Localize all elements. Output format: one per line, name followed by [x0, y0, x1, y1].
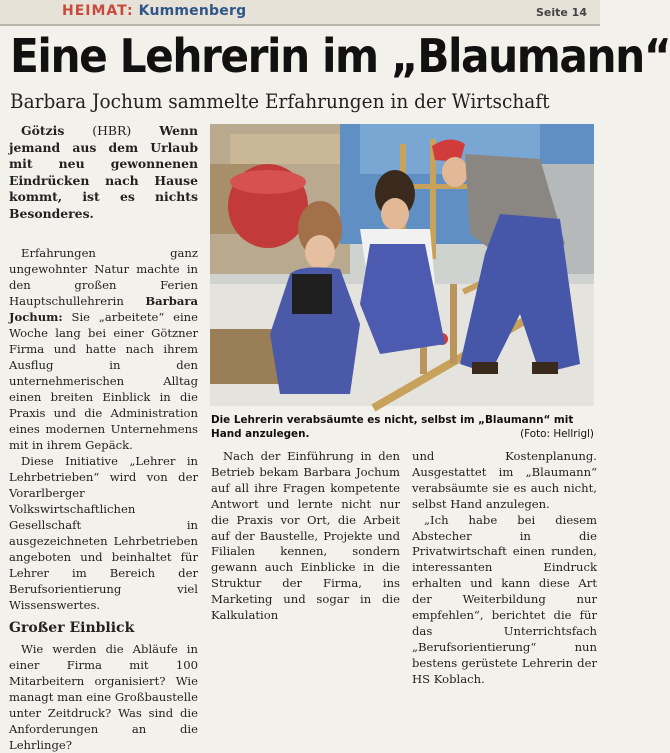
- page-number: Seite 14: [535, 6, 587, 19]
- dateline: Götzis: [21, 123, 65, 138]
- photo-caption: [211, 413, 594, 441]
- header-divider: [0, 24, 600, 26]
- paragraph-1: [9, 245, 198, 453]
- paragraph-4-continued: und Kostenplanung. Ausgestattet im „Blaumann“ verabsäumte sie es auch nicht, selbst Hand anzulegen.: [412, 449, 597, 511]
- paragraph-5: „Ich habe bei diesem Abstecher in die Privatwirtschaft einen runden, interessanten Eindruck erhalten und kann diese Art der Weiterbildung nur empfehlen“, berichtet die für das Unterrichtsfach „Berufsorientierung“ nun bestens gerüstete Lehrerin der HS Koblach.: [412, 512, 597, 686]
- person-name: Barbara Jochum:: [9, 293, 198, 324]
- lead-paragraph: [9, 123, 198, 223]
- text-column-2: [211, 449, 400, 624]
- photo-credit: (Foto: Hellrigl): [520, 428, 594, 440]
- headline: Eine Lehrerin im „Blaumann“: [10, 29, 670, 83]
- agency-tag: (HBR): [92, 123, 132, 138]
- caption-text: Die Lehrerin verabsäumte es nicht, selbst im „Blaumann“ mit Hand anzulegen.: [211, 414, 574, 440]
- section-prefix: HEIMAT:: [62, 3, 134, 19]
- paragraph-4: Nach der Einführung in den Betrieb bekam Barbara Jochum auf all ihre Fragen kompetente Antwort und lernte nicht nur die Praxis vor Ort, die Arbeit auf der Baustelle, Projekte und Filialen kennen, sondern gewann auch Einblicke in die Struktur der Firma, ins Marketing und sogar in die Kalkulation: [211, 449, 400, 623]
- paragraph-2: Diese Initiative „Lehrer in Lehrbetrieben“ wird von der Vorarlberger Volkswirtschaftlichen Gesellschaft in ausgezeichneten Lehrbetrieben angeboten und beinhaltet für Lehrer im Bereich der Berufsorientierung viel Wissenswertes.: [9, 453, 198, 612]
- lead-text: Wenn jemand aus dem Urlaub mit neu gewonnenen Eindrücken nach Hause kommt, ist es nichts Besonderes.: [9, 123, 198, 221]
- paragraph-3: Wie werden die Abläufe in einer Firma mit 100 Mitarbeitern organisiert? Wie managt man eine Großbaustelle unter Zeitdruck? Was sind die Anforderungen an die Lehrlinge?: [9, 641, 198, 752]
- paragraph-1-text-b: Sie „arbeitete“ eine Woche lang bei einer Götzner Firma und hatte nach ihrem Ausflug in den unternehmerischen Alltag einen breiten Einblick in die Praxis und die Administration eines modernen Unternehmens mit in ihrem Gepäck.: [9, 309, 198, 452]
- paragraph-1-text-a: Erfahrungen ganz ungewohnter Natur machte in den großen Ferien Hauptschullehrerin: [9, 245, 198, 308]
- text-column-1: [9, 123, 198, 752]
- section-name: Kummenberg: [138, 3, 247, 19]
- subtitle: Großer Einblick: [9, 619, 135, 636]
- section-label: [62, 3, 246, 19]
- text-column-3: [412, 449, 597, 688]
- article-photo: [210, 124, 594, 406]
- subheadline: Barbara Jochum sammelte Erfahrungen in der Wirtschaft: [10, 89, 550, 113]
